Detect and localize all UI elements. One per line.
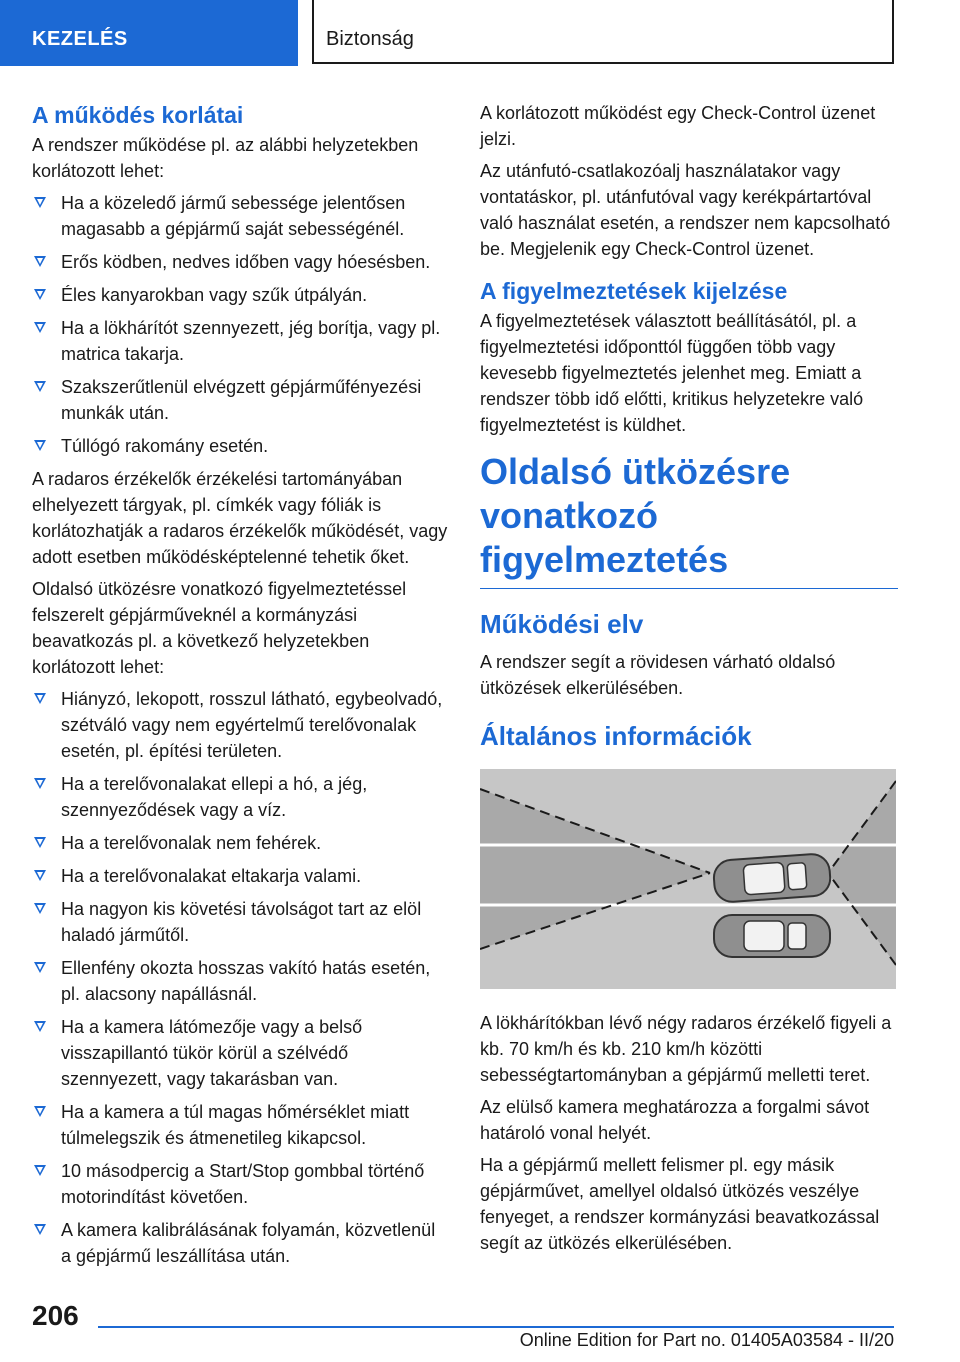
list-item: Ha a kamera látómezője vagy a belső visszapillantó tükör körül a szélvédő szennyezett, vagy takarásban van. (32, 1014, 450, 1092)
triangle-bullet-icon (34, 256, 46, 267)
list-item: 10 másodpercig a Start/Stop gombbal történő motorindítást követően. (32, 1158, 450, 1210)
list-item: Ha a terelővonalakat ellepi a hó, a jég, szennyeződések vagy a víz. (32, 771, 450, 823)
paragraph-front-camera: Az elülső kamera meghatározza a forgalmi sávot határoló vonal helyét. (480, 1097, 870, 1143)
list-item: Erős ködben, nedves időben vagy hóesésben. (32, 249, 450, 275)
list-item: Szakszerűtlenül elvégzett gépjárműfényezési munkák után. (32, 374, 450, 426)
triangle-bullet-icon (34, 289, 46, 300)
paragraph-radar-objects: A radaros érzékelők érzékelési tartományában elhelyezett tárgyak, pl. címkék vagy fóliák is korlátozhatják a radaros érzékelők működését, vagy adott esetben működésképtelenné tehetik őket. (32, 469, 448, 567)
list-item: A kamera kalibrálásának folyamán, közvetlenül a gépjármű leszállítása után. (32, 1217, 450, 1269)
paragraph-trailer: Az utánfutó-csatlakozóalj használatakor vagy vontatáskor, pl. utánfutóval vagy kerékpártartóval való használat esetén, a rendszer nem kapcsolható be. Megjelenik egy Check-Control üzenet. (480, 161, 891, 259)
paragraph-operating-principle: A rendszer segít a rövidesen várható oldalsó ütközések elkerülésében. (480, 652, 836, 698)
list-item: Túllógó rakomány esetén. (32, 433, 450, 459)
triangle-bullet-icon (34, 440, 46, 451)
paragraph-radar-sensors: A lökhárítókban lévő négy radaros érzékelő figyeli a kb. 70 km/h és kb. 210 km/h közötti sebességtartományban a gépjármű melletti teret. (480, 1013, 892, 1085)
list-item: Ha a kamera a túl magas hőmérséklet miatt túlmelegszik és átmenetileg kikapcsol. (32, 1099, 450, 1151)
heading-limitations: A működés korlátai (32, 102, 244, 128)
paragraph-intro: A rendszer működése pl. az alábbi helyzetekben korlátozott lehet: (32, 135, 419, 181)
paragraph-steering-limits: Oldalsó ütközésre vonatkozó figyelmeztetéssel felszerelt gépjárműveknél a kormányzási beavatkozás pl. a következő helyzetekben korlátozott lehet: (32, 579, 407, 677)
triangle-bullet-icon (34, 1021, 46, 1032)
triangle-bullet-icon (34, 693, 46, 704)
page-number: 206 (32, 1300, 79, 1331)
car-icon (714, 915, 830, 957)
paragraph-steering-assist: Ha a gépjármű mellett felismer pl. egy másik gépjárművet, amellyel oldalsó ütközés veszélye fenyeget, a rendszer kormányzási beavatkozással segít az ütközés elkerülésében. (480, 1155, 880, 1253)
triangle-bullet-icon (34, 1106, 46, 1117)
triangle-bullet-icon (34, 962, 46, 973)
paragraph-warning-display: A figyelmeztetések választott beállításától, pl. a figyelmeztetési időponttól függően több vagy kevesebb figyelmeztetés jelenhet meg. Emiatt a rendszer több idő előtti, kritikus helyzetekre való figyelmeztetést is küldhet. (480, 311, 864, 435)
triangle-bullet-icon (34, 1165, 46, 1176)
limitations-list (32, 190, 450, 459)
footer-divider (98, 1326, 894, 1328)
list-item: Éles kanyarokban vagy szűk útpályán. (32, 282, 450, 308)
heading-general-information: Általános információk (480, 721, 752, 751)
triangle-bullet-icon (34, 837, 46, 848)
triangle-bullet-icon (34, 381, 46, 392)
heading-operating-principle: Működési elv (480, 609, 644, 639)
heading-main-section: Oldalsó ütközésre vonatkozó figyelmeztetés (480, 450, 898, 589)
heading-warning-display: A figyelmeztetések kijelzése (480, 278, 788, 304)
list-item: Ha a lökhárítót szennyezett, jég borítja, vagy pl. matrica takarja. (32, 315, 450, 367)
car-icon (713, 853, 832, 903)
footer-edition: Online Edition for Part no. 01405A03584 - II/20 (519, 1330, 894, 1350)
list-item: Ha a terelővonalak nem fehérek. (32, 830, 450, 856)
triangle-bullet-icon (34, 322, 46, 333)
section-tab: KEZELÉS (0, 0, 298, 66)
list-item: Ha nagyon kis követési távolságot tart az elöl haladó járműtől. (32, 896, 450, 948)
chapter-title: Biztonság (312, 0, 894, 64)
triangle-bullet-icon (34, 903, 46, 914)
side-collision-illustration (480, 769, 896, 989)
list-item: Ellenfény okozta hosszas vakító hatás esetén, pl. alacsony napállásnál. (32, 955, 450, 1007)
right-column (480, 100, 898, 1262)
triangle-bullet-icon (34, 1224, 46, 1235)
left-column (32, 100, 450, 1276)
triangle-bullet-icon (34, 778, 46, 789)
triangle-bullet-icon (34, 870, 46, 881)
steering-limits-list (32, 686, 450, 1269)
list-item: Ha a terelővonalakat eltakarja valami. (32, 863, 450, 889)
paragraph-check-control: A korlátozott működést egy Check-Control üzenet jelzi. (480, 103, 876, 149)
list-item: Ha a közeledő jármű sebessége jelentősen magasabb a gépjármű saját sebességénél. (32, 190, 450, 242)
triangle-bullet-icon (34, 197, 46, 208)
list-item: Hiányzó, lekopott, rosszul látható, egybeolvadó, szétváló vagy nem egyértelmű terelővonalak esetén, pl. építési területen. (32, 686, 450, 764)
page-header (0, 0, 960, 66)
